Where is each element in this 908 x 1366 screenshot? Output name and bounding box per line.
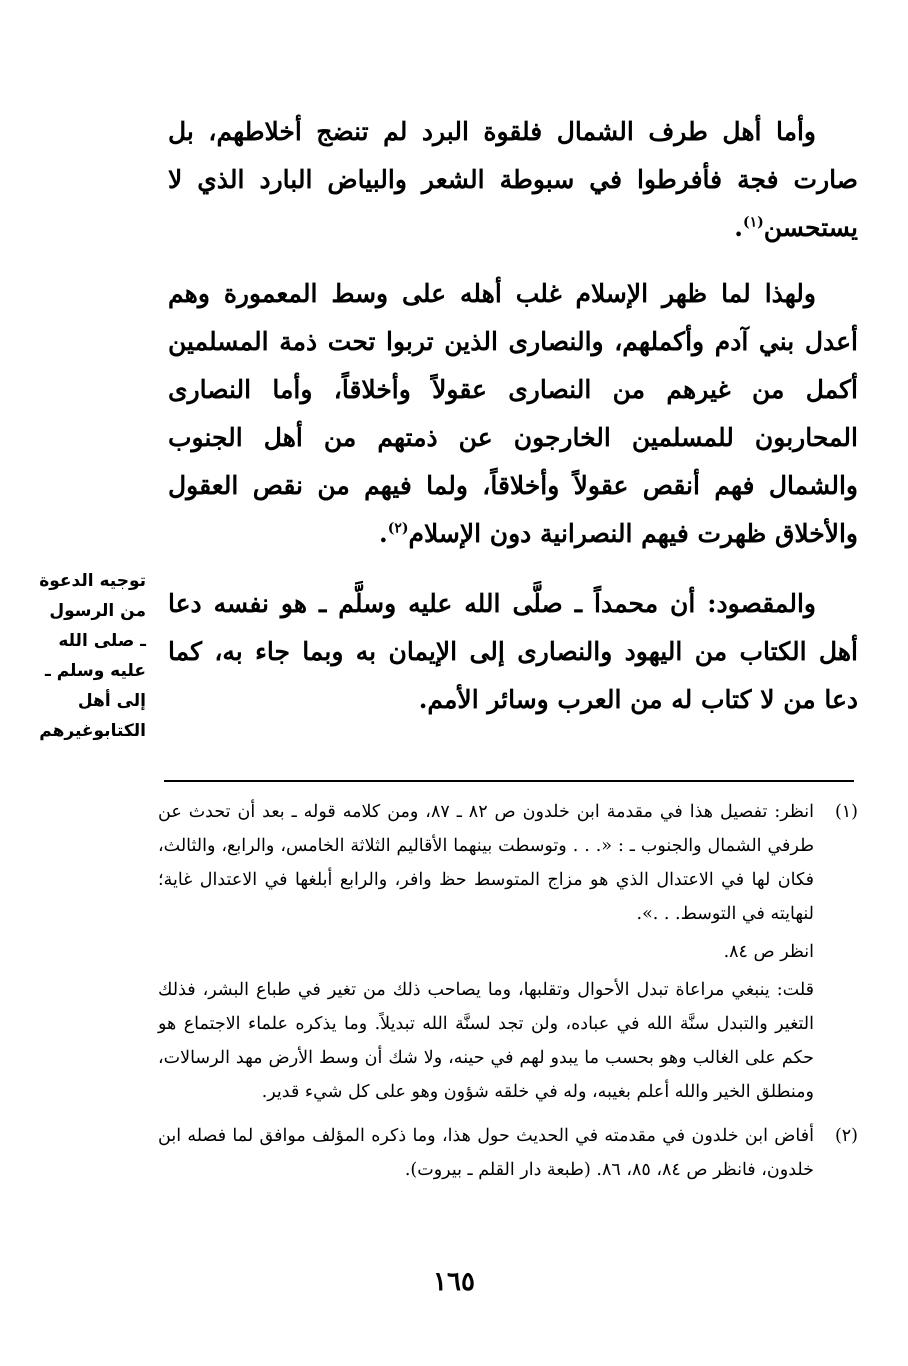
footnote-paragraph: انظر: تفصيل هذا في مقدمة ابن خلدون ص ٨٢ ـ ٨٧، ومن كلامه قوله ـ بعد أن تحدث عن طرفي الشمال والجنوب ـ : «. . . وتوسطت بينهما الأقاليم الثلاثة الخامس، والرابع، والثالث، فكان لها في الاعتدال الذي هو مزاج المتوسط حظ وافر، والرابع أبلغها في الاعتدال غاية؛ لنهايته في التوسط. . .». bbox=[158, 802, 814, 924]
footnote-body bbox=[158, 1119, 814, 1191]
paragraph-3-text: والمقصود: أن محمداً ـ صلَّى الله عليه وسلَّم ـ هو نفسه دعا أهل الكتاب من اليهود والنصارى إلى الإيمان به وبما جاء به، كما دعا من لا كتاب له من العرب وسائر الأمم. bbox=[168, 589, 858, 714]
margin-note-line: إلى أهل bbox=[77, 691, 146, 711]
paragraph-2-end: . bbox=[378, 519, 388, 548]
margin-note-line: توجيه الدعوة bbox=[39, 571, 146, 591]
footnote-1 bbox=[158, 795, 858, 1113]
paragraph-1-end: . bbox=[734, 213, 743, 242]
margin-note-line: الكتابوغيرهم bbox=[39, 721, 146, 741]
footnote-paragraph: انظر ص ٨٤. bbox=[723, 942, 814, 962]
margin-note-line: من الرسول bbox=[49, 601, 146, 621]
paragraph-2-text: ولهذا لما ظهر الإسلام غلب أهله على وسط المعمورة وهم أعدل بني آدم وأكملهم، والنصارى الذين تربوا تحت ذمة المسلمين أكمل من غيرهم من النصارى عقولاً وأخلاقاً، وأما النصارى المحاربون للمسلمين الخارجون عن ذمتهم من أهل الجنوب والشمال فهم أنقص عقولاً وأخلاقاً، ولما فيهم من نقص العقول والأخلاق ظهرت فيهم النصرانية دون الإسلام bbox=[168, 279, 858, 548]
footnote-number: (٢) bbox=[834, 1126, 858, 1146]
footnotes bbox=[158, 795, 858, 1191]
margin-note bbox=[26, 566, 146, 746]
paragraph-1-text: وأما أهل طرف الشمال فلقوة البرد لم تنضج أخلاطهم، بل صارت فجة فأفرطوا في سبوطة الشعر والبياض البارد الذي لا يستحسن bbox=[168, 117, 858, 242]
footnote-number: (١) bbox=[834, 802, 858, 822]
footnote-separator bbox=[164, 780, 854, 782]
footnote-paragraph: أفاض ابن خلدون في مقدمته في الحديث حول هذا، وما ذكره المؤلف موافق لما فصله ابن خلدون، فانظر ص ٨٤، ٨٥، ٨٦. (طبعة دار القلم ـ بيروت). bbox=[158, 1126, 814, 1180]
margin-note-line: ـ صلى الله bbox=[58, 631, 146, 651]
paragraph-1 bbox=[168, 108, 858, 252]
margin-note-line: عليه وسلم ـ bbox=[44, 661, 146, 681]
footnote-2 bbox=[158, 1119, 858, 1191]
paragraph-2 bbox=[168, 270, 858, 558]
main-text bbox=[168, 108, 858, 742]
footnote-ref-1: (١) bbox=[742, 214, 764, 231]
footnote-body bbox=[158, 795, 814, 1113]
footnote-paragraph: قلت: ينبغي مراعاة تبدل الأحوال وتقلبها، وما يصاحب ذلك من تغير في طباع البشر، فذلك التغير والتبدل سنَّة الله في عباده، ولن تجد لسنَّة الله تبديلاً. وما يذكره علماء الاجتماع هو حكم على الغالب وهو بحسب ما يبدو لهم في حينه، ولا شك أن وسط الأرض مهد الرسالات، ومنطلق الخير والله أعلم بغيبه، وله في خلقه شؤون وهو على كل شيء قدير. bbox=[158, 980, 814, 1102]
page-number: ١٦٥ bbox=[433, 1267, 475, 1297]
paragraph-3 bbox=[168, 580, 858, 724]
footnote-ref-2: (٢) bbox=[387, 520, 409, 537]
